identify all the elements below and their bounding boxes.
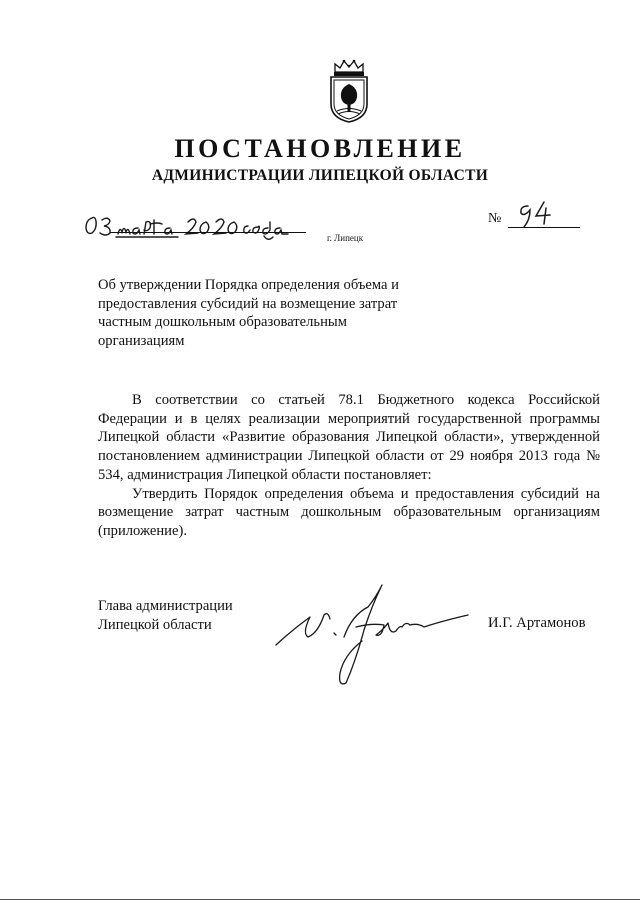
body-paragraph: Утвердить Порядок определения объема и предоставления субсидий на возмещение затрат частным дошкольным образовательным организациям (приложение). [98, 485, 600, 539]
date-underline [110, 232, 306, 233]
handwritten-signature [272, 575, 472, 685]
city-label: г. Липецк [327, 233, 364, 243]
document-title: ПОСТАНОВЛЕНИЕ [174, 134, 466, 163]
coat-of-arms-icon [325, 58, 373, 124]
number-underline [508, 227, 580, 228]
handwritten-number [510, 198, 580, 230]
signatory-name: И.Г. Артамонов [488, 615, 586, 631]
number-label: № [488, 211, 502, 226]
signatory-position [98, 597, 233, 634]
signatory-position-line: Глава администрации [98, 598, 233, 614]
signatory-position-line: Липецкой области [98, 616, 212, 633]
page-bottom-edge [0, 899, 640, 900]
handwritten-date [82, 208, 312, 242]
document-subtitle: АДМИНИСТРАЦИИ ЛИПЕЦКОЙ ОБЛАСТИ [151, 167, 489, 184]
body-paragraph: В соответствии со статьей 78.1 Бюджетного кодекса Российской Федерации и в целях реализации мероприятий государственной программы Липецкой области «Развитие образования Липецкой области», утвержденной постановлением администрации Липецкой области от 29 ноября 2013 года № 534, администрация Липецкой области постановляет: [98, 392, 600, 483]
document-body [98, 391, 600, 541]
document-subject: Об утверждении Порядка определения объема и предоставления субсидий на возмещение затрат частным дошкольным образовательным организациям [98, 277, 399, 349]
